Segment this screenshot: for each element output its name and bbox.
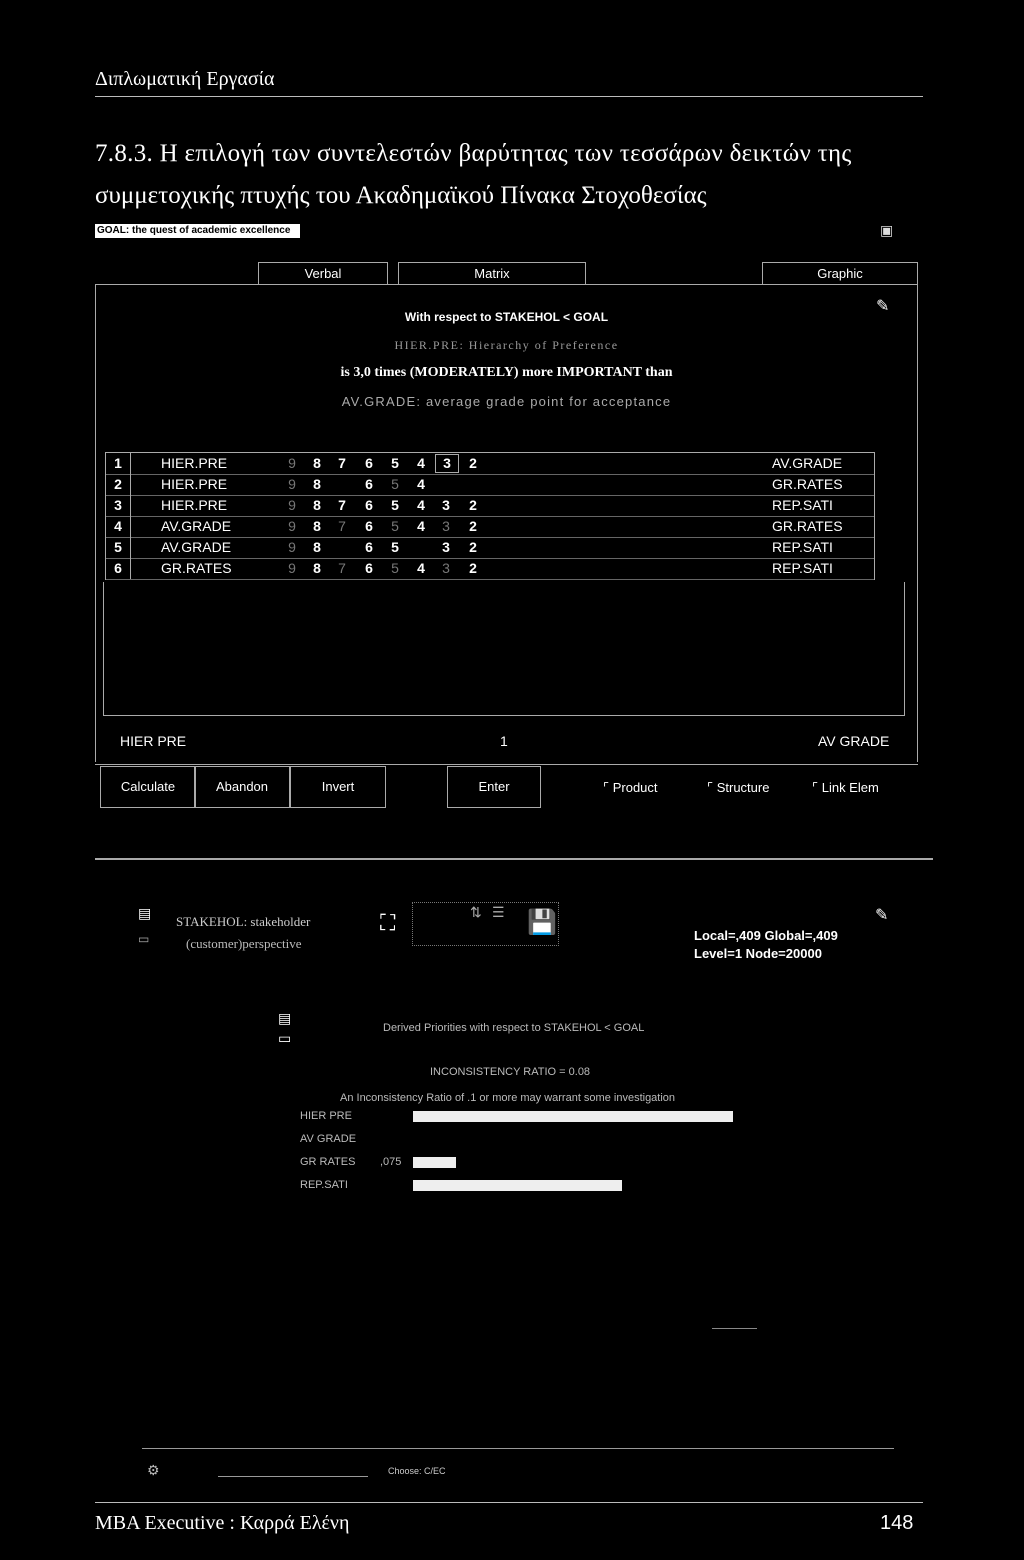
scale-value[interactable]: 5: [391, 497, 399, 513]
row-right-criterion: GR.RATES: [772, 518, 843, 534]
screen-separator: [95, 858, 933, 860]
priority-label: AV GRADE: [300, 1133, 357, 1145]
scale-value[interactable]: 8: [313, 455, 321, 471]
row-number: 4: [106, 516, 131, 537]
pairwise-matrix: [105, 452, 875, 580]
matrix-row[interactable]: [106, 537, 874, 559]
scale-value[interactable]: 9: [288, 560, 296, 576]
matrix-row[interactable]: [106, 516, 874, 538]
comment-icon[interactable]: ✎: [876, 298, 890, 315]
status-text: Choose: C/EC: [388, 1466, 446, 1476]
scale-value[interactable]: 9: [288, 539, 296, 555]
row-right-criterion: AV.GRADE: [772, 455, 843, 471]
matrix-row[interactable]: [106, 474, 874, 496]
tab-verbal[interactable]: Verbal: [258, 262, 388, 284]
row-number: 2: [106, 474, 131, 495]
link-elem-checkbox[interactable]: [812, 780, 879, 796]
sort-icon[interactable]: ⇅: [470, 904, 482, 920]
scale-value[interactable]: 8: [313, 518, 321, 534]
row-number: 5: [106, 537, 131, 558]
node-sub-icon[interactable]: ▭: [138, 932, 150, 946]
priority-bar: [413, 1180, 622, 1191]
scale-value[interactable]: 4: [417, 455, 425, 471]
link-elem-label: Link Elem: [821, 780, 879, 795]
row-left-criterion: HIER.PRE: [161, 476, 228, 492]
structure-checkbox[interactable]: [707, 780, 769, 796]
invert-button[interactable]: Invert: [290, 766, 386, 808]
compare-left: HIER PRE: [120, 733, 187, 749]
scale-value[interactable]: 3: [442, 518, 450, 534]
priority-label: GR RATES: [300, 1156, 356, 1168]
row-right-criterion: GR.RATES: [772, 476, 843, 492]
statement-line3: is 3,0 times (MODERATELY) more IMPORTANT than: [340, 365, 673, 380]
scale-value[interactable]: 2: [469, 455, 477, 471]
scale-value[interactable]: 8: [313, 539, 321, 555]
scale-value[interactable]: 7: [338, 518, 346, 534]
row-left-criterion: GR.RATES: [161, 560, 232, 576]
scale-value[interactable]: 3: [435, 454, 459, 473]
node-subtitle: (customer)perspective: [186, 936, 302, 951]
window-control-icon[interactable]: ▣: [880, 222, 894, 238]
scale-value[interactable]: 8: [313, 497, 321, 513]
priorities-icon[interactable]: ▤: [278, 1010, 292, 1026]
compare-right: AV GRADE: [818, 733, 890, 749]
scale-value[interactable]: 4: [417, 560, 425, 576]
scale-value[interactable]: 5: [391, 560, 399, 576]
row-number: 3: [106, 495, 131, 516]
dash-mark: [712, 1328, 757, 1329]
goal-bar: GOAL: the quest of academic excellence: [95, 224, 300, 238]
scale-value[interactable]: 6: [365, 497, 373, 513]
row-left-criterion: AV.GRADE: [161, 539, 232, 555]
scale-value[interactable]: 3: [442, 539, 450, 555]
scale-value[interactable]: 8: [313, 560, 321, 576]
row-left-criterion: HIER.PRE: [161, 497, 228, 513]
document-header: Διπλωματική Εργασία: [95, 68, 275, 90]
node-icon[interactable]: ▤: [138, 905, 152, 921]
priorities-window-icon[interactable]: ▭: [278, 1030, 292, 1046]
scale-value[interactable]: 5: [391, 455, 399, 471]
header-rule: [95, 96, 923, 97]
row-left-criterion: AV.GRADE: [161, 518, 232, 534]
hierarchy-icon[interactable]: ⛶: [380, 910, 396, 935]
list-icon[interactable]: ☰: [492, 904, 505, 920]
priority-value: ,075: [380, 1156, 402, 1168]
comment-icon-lower[interactable]: ✎: [875, 907, 889, 924]
scale-value[interactable]: 2: [469, 560, 477, 576]
row-right-criterion: REP.SATI: [772, 539, 833, 555]
scale-value[interactable]: 4: [417, 518, 425, 534]
priority-bar: [413, 1157, 456, 1168]
scale-value[interactable]: 9: [288, 476, 296, 492]
inconsistency-note: An Inconsistency Ratio of .1 or more may warrant some investigation: [340, 1092, 676, 1104]
scale-value[interactable]: 4: [417, 476, 425, 492]
section-title-line2: συμμετοχικής πτυχής του Ακαδημαϊκού Πίνακα Στοχοθεσίας: [95, 182, 707, 209]
scale-value[interactable]: 5: [391, 539, 399, 555]
structure-label: Structure: [716, 780, 770, 795]
compare-value: 1: [500, 733, 508, 749]
status-rule: [142, 1448, 894, 1449]
scale-value[interactable]: 8: [313, 476, 321, 492]
priority-label: HIER PRE: [300, 1110, 352, 1122]
scale-value[interactable]: 6: [365, 539, 373, 555]
section-title-line1: 7.8.3. Η επιλογή των συντελεστών βαρύτητας των τεσσάρων δεικτών της: [95, 140, 852, 167]
row-number: 1: [106, 453, 131, 474]
tab-graphic[interactable]: Graphic: [762, 262, 918, 284]
scale-value[interactable]: 3: [442, 497, 450, 513]
scale-value[interactable]: 2: [469, 518, 477, 534]
matrix-row[interactable]: [106, 495, 874, 517]
tab-matrix[interactable]: Matrix: [398, 262, 586, 284]
calculate-button[interactable]: Calculate: [100, 766, 196, 808]
checkbox-icon: ⌜: [707, 780, 714, 795]
scale-value[interactable]: 7: [338, 455, 346, 471]
scale-value[interactable]: 9: [288, 518, 296, 534]
row-number: 6: [106, 558, 131, 579]
local-global: Local=,409 Global=,409: [694, 928, 838, 943]
product-label: Product: [612, 780, 658, 795]
product-checkbox[interactable]: [603, 780, 658, 796]
page-number: 148: [880, 1512, 914, 1534]
priorities-heading: Derived Priorities with respect to STAKEHOL < GOAL: [383, 1022, 645, 1034]
scale-value[interactable]: 6: [365, 455, 373, 471]
scale-value[interactable]: 7: [338, 560, 346, 576]
scale-value[interactable]: 4: [417, 497, 425, 513]
matrix-row[interactable]: [106, 453, 874, 475]
statement-line2: HIER.PRE: Hierarchy of Preference: [394, 338, 619, 352]
checkbox-icon: ⌜: [603, 780, 610, 795]
level-node: Level=1 Node=20000: [694, 946, 822, 961]
checkbox-icon: ⌜: [812, 780, 819, 795]
button-row-line: [95, 764, 918, 765]
scale-value[interactable]: 6: [365, 476, 373, 492]
priority-label: REP.SATI: [300, 1179, 348, 1191]
scale-value[interactable]: 7: [338, 497, 346, 513]
abandon-button[interactable]: Abandon: [194, 766, 290, 808]
scale-value[interactable]: 9: [288, 455, 296, 471]
enter-button[interactable]: Enter: [447, 766, 541, 808]
scale-value[interactable]: 3: [442, 560, 450, 576]
scale-value[interactable]: 9: [288, 497, 296, 513]
statement-line4: AV.GRADE: average grade point for acceptance: [341, 394, 672, 409]
scale-value[interactable]: 6: [365, 518, 373, 534]
inconsistency-ratio: INCONSISTENCY RATIO = 0.08: [430, 1066, 591, 1078]
status-icon: ⚙: [147, 1462, 160, 1478]
status-field[interactable]: [218, 1462, 368, 1477]
footer-rule: [95, 1502, 923, 1503]
row-left-criterion: HIER.PRE: [161, 455, 228, 471]
matrix-row[interactable]: [106, 558, 874, 580]
row-right-criterion: REP.SATI: [772, 497, 833, 513]
statement-line1: With respect to STAKEHOL < GOAL: [404, 310, 609, 324]
scale-value[interactable]: 2: [469, 539, 477, 555]
footer-left: MBA Executive : Καρρά Ελένη: [95, 1512, 350, 1534]
scale-value[interactable]: 5: [391, 476, 399, 492]
scale-value[interactable]: 6: [365, 560, 373, 576]
node-title: STAKEHOL: stakeholder: [176, 914, 311, 929]
scale-value[interactable]: 5: [391, 518, 399, 534]
row-right-criterion: REP.SATI: [772, 560, 833, 576]
priority-bar: [413, 1111, 733, 1122]
scale-value[interactable]: 2: [469, 497, 477, 513]
matrix-empty-area: [103, 582, 905, 716]
save-icon[interactable]: 💾: [527, 909, 557, 936]
